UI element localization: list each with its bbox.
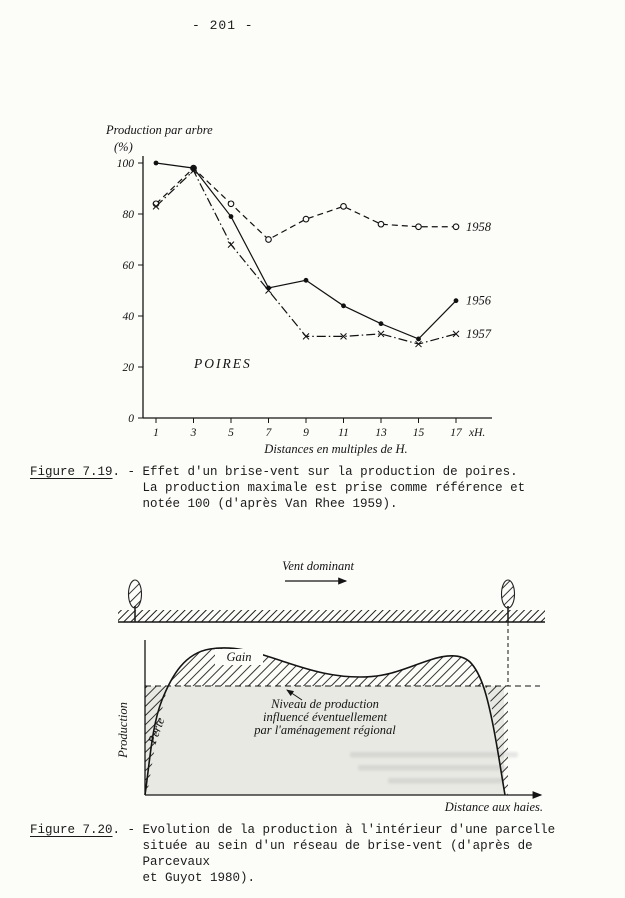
series-label-1958: 1958 (466, 219, 491, 234)
caption-line: notée 100 (d'après Van Rhee 1959). (142, 497, 398, 511)
marker-dot (266, 286, 271, 291)
caption-text: Evolution de la production à l'intérieur d'une parcelle (142, 823, 556, 837)
marker-dot (454, 298, 459, 303)
caption-line: située au sein d'un réseau de brise-vent (d'après de Parcevaux (142, 839, 533, 869)
y-tick-label: 20 (122, 362, 134, 374)
page-number: - 201 - (192, 18, 254, 33)
x-tick-label: 9 (303, 427, 309, 439)
x-tick-label: 15 (412, 427, 425, 439)
marker-dot (341, 303, 346, 308)
caption-line (30, 822, 575, 838)
marker-dot (191, 166, 196, 171)
caption-separator: . - (112, 465, 143, 479)
figure-label: Figure 7.19 (30, 465, 113, 479)
series-1957-line (156, 171, 456, 344)
marker-dot (154, 161, 159, 166)
chart-annotation: POIRES (194, 356, 252, 371)
x-tick-label: 3 (190, 427, 197, 439)
level-note-line: Niveau de production (271, 697, 379, 711)
level-note-line: influencé éventuellement (263, 710, 387, 724)
y-tick-label: 0 (128, 413, 134, 425)
diagram-x-axis-label: Distance aux haies. (444, 800, 543, 814)
caption-line: La production maximale est prise comme référence et (142, 481, 526, 495)
y-tick-label: 100 (116, 158, 134, 170)
marker-circle (453, 224, 459, 230)
caption-text: Effet d'un brise-vent sur la production de poires. (142, 465, 518, 479)
caption-separator: . - (112, 823, 143, 837)
gain-label: Gain (226, 650, 252, 664)
marker-circle (228, 201, 234, 207)
windbreak-diagram (88, 548, 568, 820)
y-tick-label: 60 (122, 260, 134, 272)
level-note-line: par l'aménagement régional (254, 723, 396, 737)
x-tick-label: 11 (338, 427, 349, 439)
caption-figure-7-19 (30, 464, 575, 512)
chart-title: Production par arbre (106, 123, 213, 137)
caption-line (30, 464, 575, 480)
x-tick-label: 13 (375, 427, 387, 439)
x-tick-label: 5 (228, 427, 234, 439)
ground-hatch-strip (118, 610, 545, 622)
chart-title-unit: (%) (114, 140, 133, 154)
series-label-1956: 1956 (466, 293, 491, 308)
series-1958-line (156, 168, 456, 239)
diagram-y-axis-label: Production (116, 702, 130, 758)
y-tick-label: 40 (122, 311, 134, 323)
caption-line: et Guyot 1980). (142, 871, 256, 885)
loss-label: Perte (145, 715, 168, 746)
series-1956-line (156, 163, 456, 339)
caption-figure-7-20 (30, 822, 575, 886)
figure-label: Figure 7.20 (30, 823, 113, 837)
marker-circle (341, 204, 347, 210)
marker-dot (379, 321, 384, 326)
marker-circle (378, 221, 384, 227)
y-tick-label: 80 (122, 209, 134, 221)
marker-x (228, 242, 234, 248)
marker-dot (416, 337, 421, 342)
x-tick-label: 1 (153, 427, 159, 439)
marker-dot (229, 214, 234, 219)
marker-circle (416, 224, 422, 230)
x-axis-unit: xH. (469, 427, 486, 439)
x-tick-label: 7 (265, 427, 272, 439)
series-label-1957: 1957 (466, 326, 491, 341)
x-tick-label: 17 (450, 427, 462, 439)
marker-dot (304, 278, 309, 283)
marker-circle (303, 216, 309, 222)
marker-circle (266, 237, 272, 243)
pear-production-chart (88, 118, 558, 462)
x-axis-label: Distances en multiples de H. (264, 442, 408, 456)
wind-label: Vent dominant (282, 559, 354, 573)
